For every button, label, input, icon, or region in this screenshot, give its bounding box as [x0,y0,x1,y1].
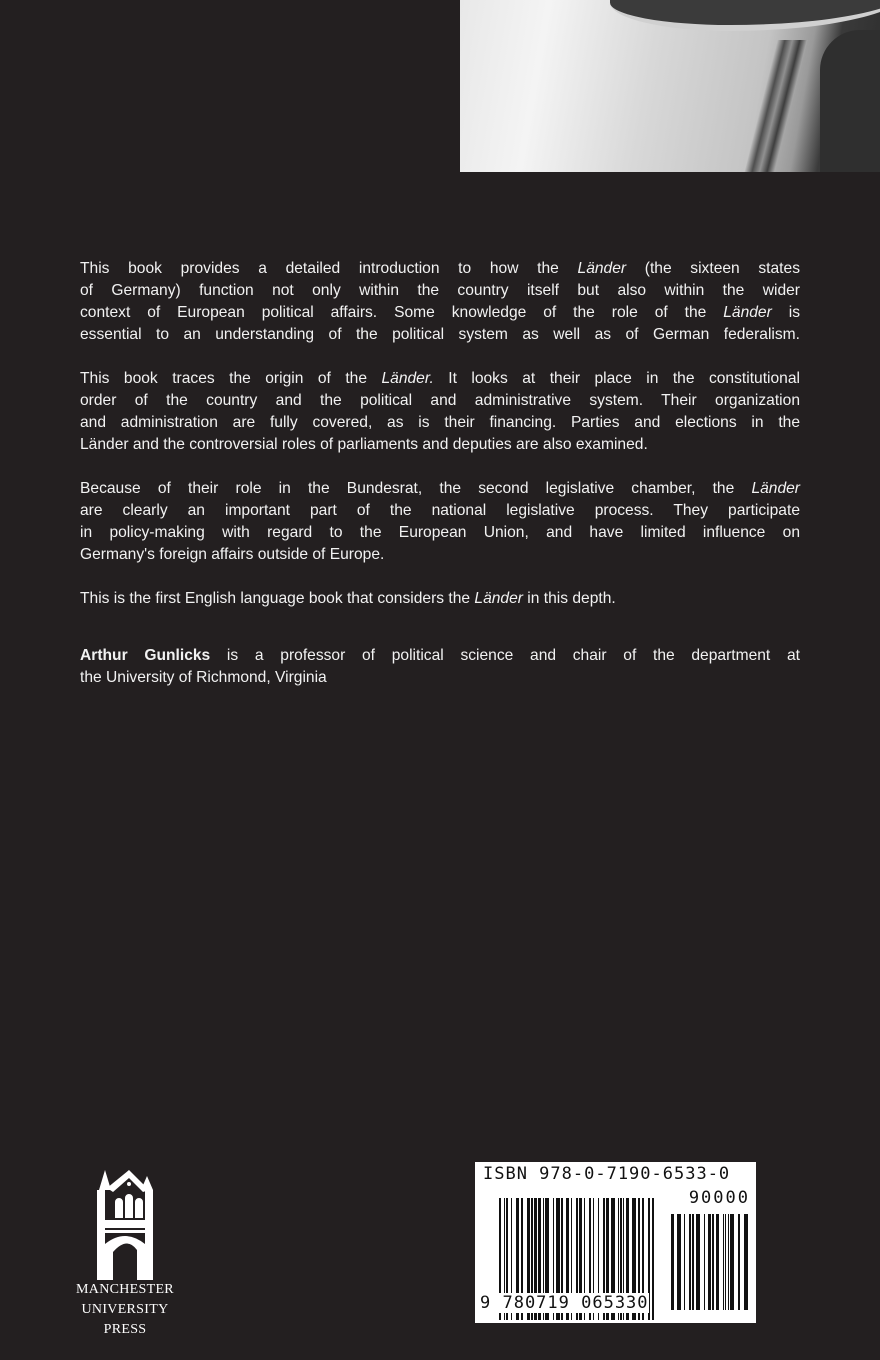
text-run: essential to an understanding of the political system as well as of German federalism. [80,326,800,343]
photo-dark-area [820,30,880,172]
text-run: the University of Richmond, Virginia [80,669,327,686]
italic-term: Länder [577,260,627,277]
text-run: order of the country and the political and administrative system. Their organization [80,392,800,409]
text-run: (the sixteen states [626,260,800,277]
barcode-bar [725,1214,726,1310]
italic-term: Länder. [381,370,434,387]
text-run: This is the first English language book that considers the [80,590,475,607]
text-line [80,280,800,302]
text-line [80,500,800,522]
text-run: Länder and the controversial roles of parliaments and deputies are also examined. [80,436,648,453]
text-line [80,522,800,544]
barcode-bar [716,1214,719,1310]
building-arch-icon [85,1170,165,1280]
photo-shadow [610,0,880,31]
blurb-paragraph [80,478,800,566]
text-run: is [771,304,800,321]
text-run: Germany's foreign affairs outside of Europe. [80,546,385,563]
text-run: This book traces the origin of the [80,370,382,387]
barcode-bar [728,1214,729,1310]
text-line [80,390,800,412]
text-run: and administration are fully covered, as is their financing. Parties and elections in the [80,414,800,431]
barcode-bar [696,1214,700,1310]
publisher-line2: UNIVERSITY PRESS [81,1302,169,1337]
blurb-text [80,258,800,711]
text-line [80,645,800,667]
text-run: is a professor of political science and chair of the department at [210,647,800,664]
barcode-bar [704,1214,705,1310]
ean-number: 9 780719 065330 [480,1293,649,1313]
barcode-bar [684,1214,685,1310]
blurb-paragraph [80,588,800,610]
barcode-bar [744,1214,748,1310]
barcode-bars-addon [671,1214,751,1310]
publisher-name [60,1280,190,1340]
barcode-bar [730,1214,734,1310]
isbn-barcode [475,1162,756,1323]
text-run: Because of their role in the Bundesrat, the second legislative chamber, the [80,480,752,497]
text-line [80,368,800,390]
isbn-text: ISBN 978-0-7190-6533-0 [483,1164,731,1184]
publisher-line1: MANCHESTER [76,1282,174,1297]
text-line [80,258,800,280]
blurb-paragraph [80,258,800,346]
photo-page-edges [743,40,808,172]
author-name: Arthur Gunlicks [80,647,211,664]
barcode-bar [723,1214,724,1310]
price-addon-text: 90000 [688,1188,750,1208]
barcode-bar [738,1214,740,1310]
text-line [80,434,800,456]
italic-term: Länder [474,590,523,607]
text-line [80,478,800,500]
author-bio [80,645,800,689]
text-run: It looks at their place in the constitutional [433,370,800,387]
barcode-bar [712,1214,714,1310]
barcode-bar [708,1214,711,1310]
italic-term: Länder [723,304,772,321]
publisher-logo [60,1170,190,1340]
text-run: are clearly an important part of the national legislative process. They participate [80,502,800,519]
barcode-bar [677,1214,681,1310]
italic-term: Länder [751,480,800,497]
text-run: in policy-making with regard to the European Union, and have limited influence on [80,524,800,541]
text-run: This book provides a detailed introduction to how the [80,260,578,277]
text-line [80,667,800,689]
blurb-paragraph [80,368,800,456]
barcode-bar [689,1214,691,1310]
text-line [80,412,800,434]
text-run: of Germany) function not only within the country itself but also within the wider [80,282,800,299]
text-line [80,302,800,324]
cover-photo-book-pages [460,0,880,172]
text-run: context of European political affairs. Some knowledge of the role of the [80,304,724,321]
barcode-bar [652,1198,654,1320]
barcode-bar [692,1214,694,1310]
barcode-bar [671,1214,674,1310]
text-line [80,324,800,346]
text-line [80,588,800,610]
text-line [80,544,800,566]
text-run: in this depth. [522,590,616,607]
